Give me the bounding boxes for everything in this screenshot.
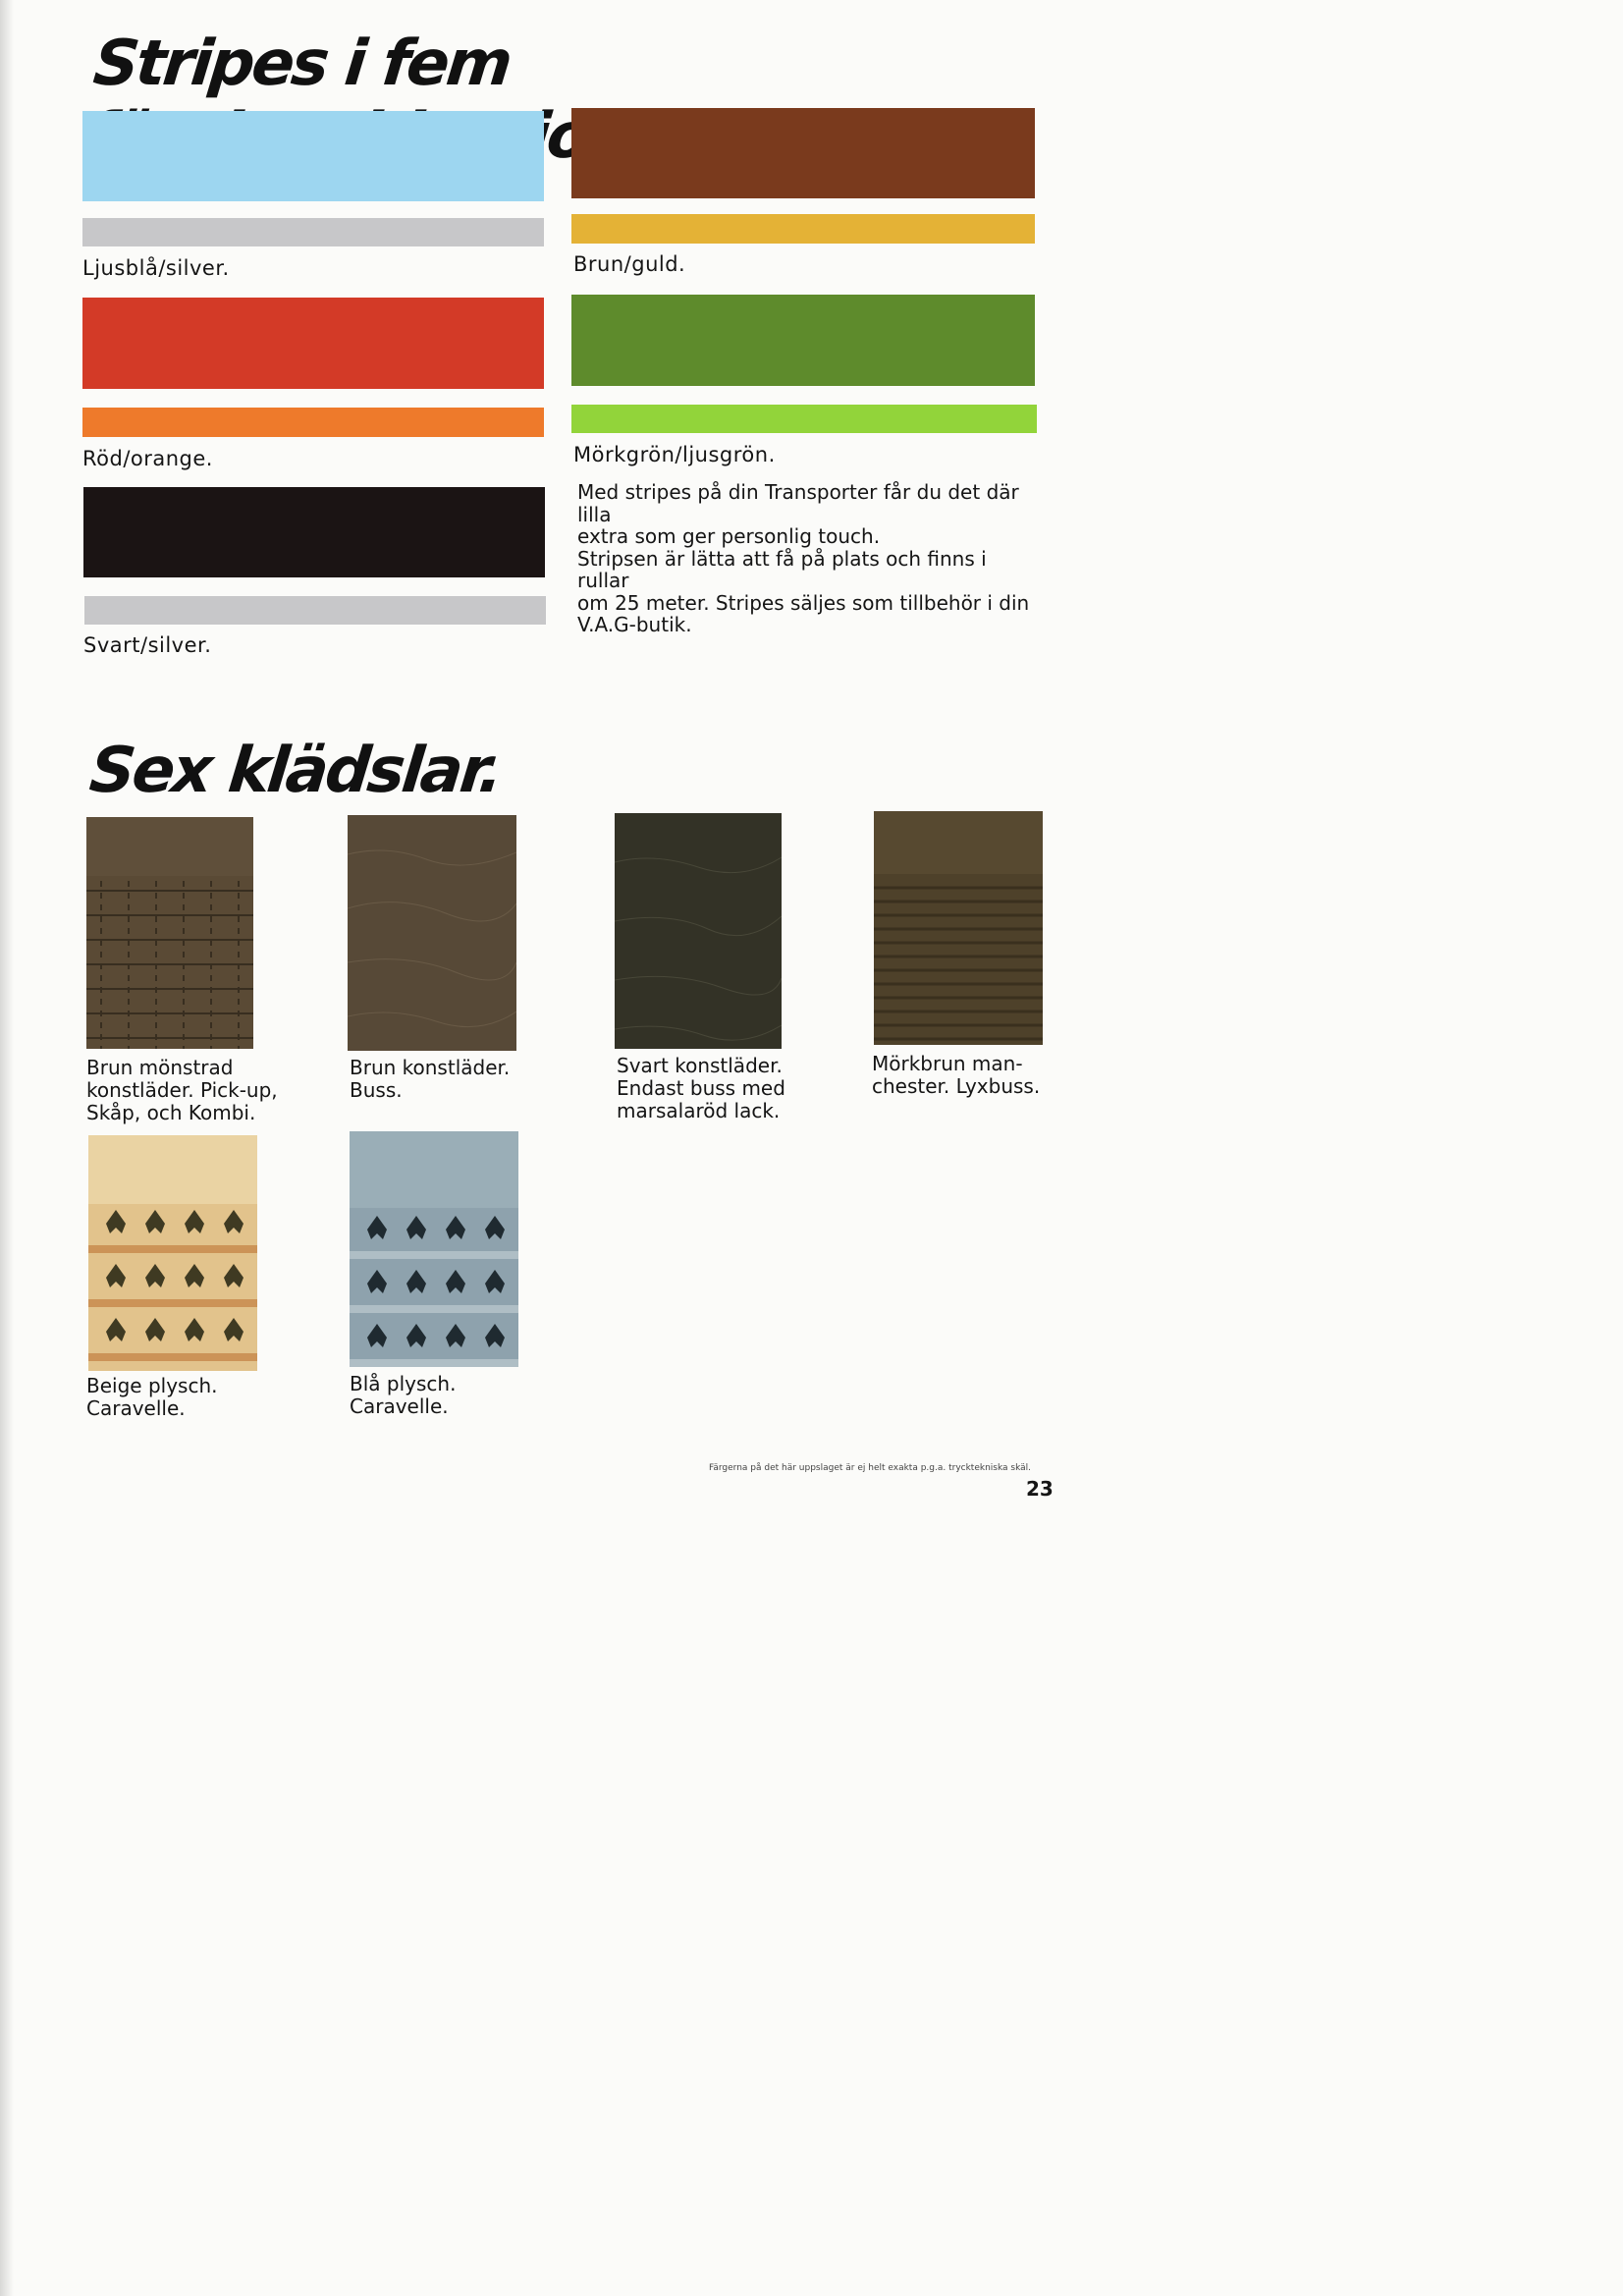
stripe-accent-svart (84, 596, 546, 625)
caption-morkbrun-manchester (872, 1053, 1040, 1098)
stripe-accent-rod (82, 408, 544, 437)
page-fold-shadow (0, 0, 14, 2296)
swatch-beige-plysch (88, 1135, 257, 1371)
swatch-svart-konstlader (615, 813, 782, 1049)
stripes-heading: Stripes i fem (89, 27, 514, 100)
caption-line: Brun mönstrad (86, 1056, 234, 1079)
swatch-bla-plysch (350, 1131, 518, 1367)
upholstery-heading: Sex klädslar. (86, 735, 505, 807)
description-line: V.A.G-butik. (577, 613, 692, 636)
caption-line: Blå plysch. (350, 1372, 457, 1395)
stripe-accent-brun (571, 214, 1035, 244)
stripe-accent-morkgron (571, 405, 1037, 433)
stripe-label-rod: Röd/orange. (82, 447, 213, 470)
caption-line: Skåp, och Kombi. (86, 1101, 256, 1124)
caption-line: Caravelle. (350, 1394, 449, 1418)
description-line: extra som ger personlig touch. (577, 524, 881, 548)
caption-line: chester. Lyxbuss. (872, 1074, 1041, 1098)
page-number: 23 (1026, 1477, 1054, 1501)
swatch-morkbrun-manchester (874, 811, 1043, 1045)
stripe-label-brun: Brun/guld. (573, 252, 686, 276)
caption-line: marsalaröd lack. (617, 1099, 781, 1122)
stripe-label-svart: Svart/silver. (83, 633, 212, 657)
caption-brun-monstrad (86, 1057, 278, 1124)
stripe-main-morkgron (571, 295, 1035, 386)
caption-line: Beige plysch. (86, 1374, 218, 1397)
stripe-label-ljusbla: Ljusblå/silver. (82, 256, 230, 280)
caption-line: Svart konstläder. (617, 1054, 783, 1077)
stripes-description (577, 481, 1039, 636)
stripe-main-rod (82, 298, 544, 389)
swatch-brun-monstrad (86, 817, 253, 1049)
caption-line: Buss. (350, 1078, 403, 1102)
description-line: Stripsen är lätta att få på plats och finns i rullar (577, 546, 987, 592)
swatch-brun-konstlader (348, 815, 516, 1051)
stripe-main-svart (83, 487, 545, 577)
caption-beige-plysch (86, 1375, 217, 1420)
caption-line: konstläder. Pick-up, (86, 1078, 278, 1102)
caption-line: Mörkbrun man- (872, 1052, 1023, 1075)
caption-line: Brun konstläder. (350, 1056, 511, 1079)
caption-line: Caravelle. (86, 1396, 186, 1420)
stripe-main-ljusbla (82, 111, 544, 201)
footnote: Färgerna på det här uppslaget är ej helt exakta p.g.a. trycktekniska skäl. (709, 1463, 1032, 1473)
description-line: Med stripes på din Transporter får du det där lilla (577, 480, 1019, 526)
caption-svart-konstlader (617, 1055, 785, 1122)
stripe-label-morkgron: Mörkgrön/ljusgrön. (573, 443, 776, 466)
description-line: om 25 meter. Stripes säljes som tillbehör i din (577, 590, 1030, 615)
stripe-main-brun (571, 108, 1035, 198)
caption-brun-konstlader (350, 1057, 510, 1102)
caption-bla-plysch (350, 1373, 456, 1418)
caption-line: Endast buss med (617, 1076, 785, 1100)
stripe-accent-ljusbla (82, 218, 544, 246)
